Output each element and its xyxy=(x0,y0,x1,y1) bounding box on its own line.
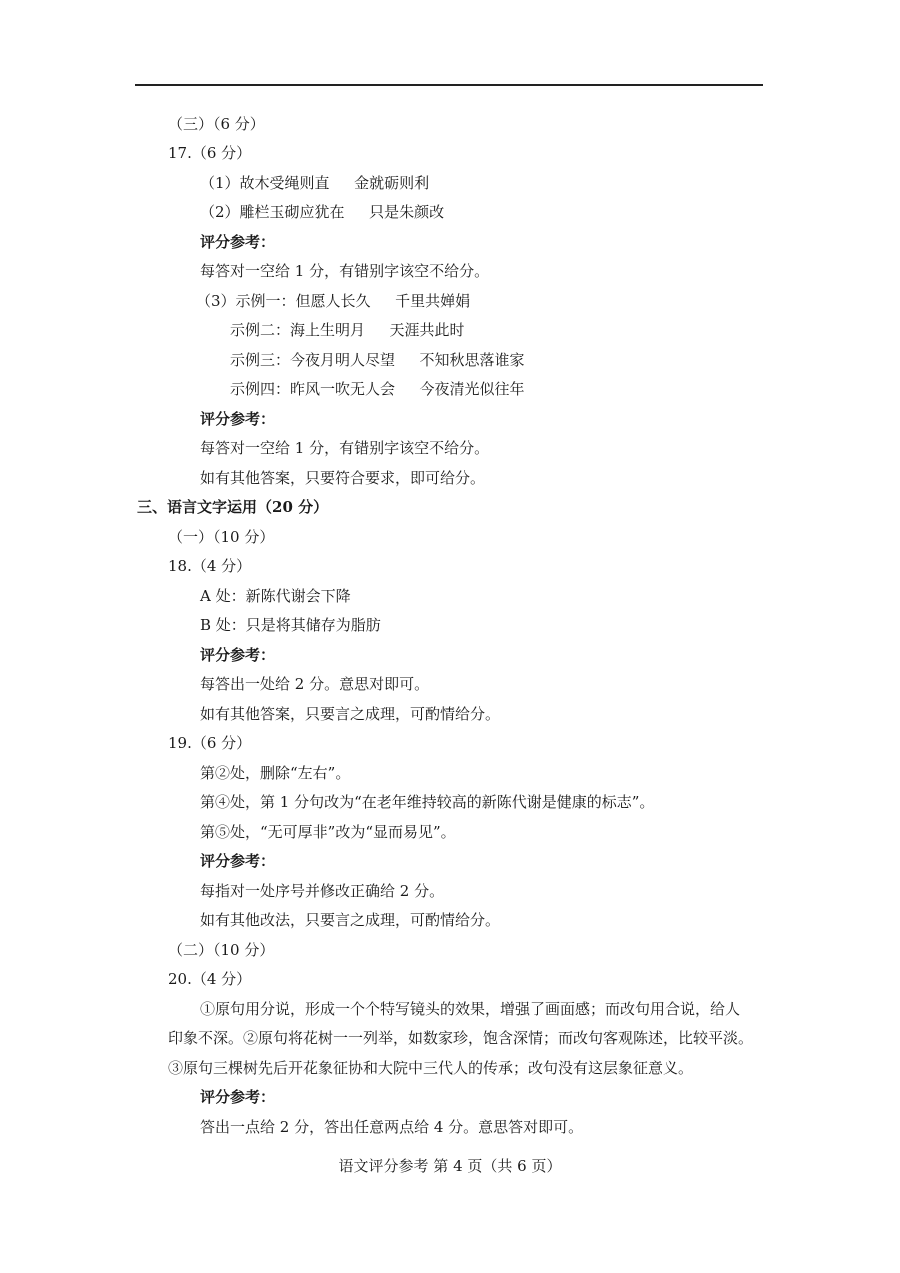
question-number: 20.（4 分） xyxy=(168,970,252,988)
subsection-heading: （一）（10 分） xyxy=(168,528,275,546)
scoring-label: 评分参考： xyxy=(200,1088,276,1106)
answer-line: 示例二：海上生明月 天涯共此时 xyxy=(230,321,465,339)
answer-line: （1）故木受绳则直 金就砺则利 xyxy=(200,174,430,192)
answer-line: 第②处，删除“左右”。 xyxy=(200,764,351,782)
scoring-text: 每答出一处给 2 分。意思对即可。 xyxy=(200,675,430,693)
scoring-label: 评分参考： xyxy=(200,410,276,428)
scoring-label: 评分参考： xyxy=(200,233,276,251)
page-footer: 语文评分参考 第 4 页（共 6 页） xyxy=(338,1157,562,1175)
scoring-text: 如有其他改法，只要言之成理，可酌情给分。 xyxy=(200,911,501,929)
answer-line: A 处：新陈代谢会下降 xyxy=(200,587,351,605)
scoring-label: 评分参考： xyxy=(200,852,276,870)
answer-line: 示例四：昨风一吹无人会 今夜清光似往年 xyxy=(230,380,525,398)
scoring-text: 答出一点给 2 分，答出任意两点给 4 分。意思答对即可。 xyxy=(200,1118,584,1136)
subsection-heading: （三）（6 分） xyxy=(168,115,265,133)
answer-line: （2）雕栏玉砌应犹在 只是朱颜改 xyxy=(200,203,445,221)
scoring-label: 评分参考： xyxy=(200,646,276,664)
scoring-text: 每指对一处序号并修改正确给 2 分。 xyxy=(200,882,445,900)
answer-line: （3）示例一：但愿人长久 千里共婵娟 xyxy=(196,292,471,310)
answer-line: ③原句三棵树先后开花象征协和大院中三代人的传承；改句没有这层象征意义。 xyxy=(168,1059,694,1077)
header-rule xyxy=(135,84,763,86)
scoring-text: 如有其他答案，只要符合要求，即可给分。 xyxy=(200,469,486,487)
scoring-text: 如有其他答案，只要言之成理，可酌情给分。 xyxy=(200,705,501,723)
answer-line: 示例三：今夜月明人尽望 不知秋思落谁家 xyxy=(230,351,525,369)
section-heading: 三、语言文字运用（20 分） xyxy=(137,498,329,516)
question-number: 17.（6 分） xyxy=(168,144,252,162)
subsection-heading: （二）（10 分） xyxy=(168,941,275,959)
answer-line: ①原句用分说，形成一个个特写镜头的效果，增强了画面感；而改句用合说，给人 xyxy=(200,1000,741,1018)
scoring-text: 每答对一空给 1 分，有错别字该空不给分。 xyxy=(200,262,490,280)
answer-line: 印象不深。②原句将花树一一列举，如数家珍，饱含深情；而改句客观陈述，比较平淡。 xyxy=(168,1029,754,1047)
answer-line: 第⑤处，“无可厚非”改为“显而易见”。 xyxy=(200,823,456,841)
question-number: 19.（6 分） xyxy=(168,734,252,752)
scoring-text: 每答对一空给 1 分，有错别字该空不给分。 xyxy=(200,439,490,457)
answer-line: 第④处，第 1 分句改为“在老年维持较高的新陈代谢是健康的标志”。 xyxy=(200,793,655,811)
question-number: 18.（4 分） xyxy=(168,557,252,575)
answer-line: B 处：只是将其储存为脂肪 xyxy=(200,616,381,634)
